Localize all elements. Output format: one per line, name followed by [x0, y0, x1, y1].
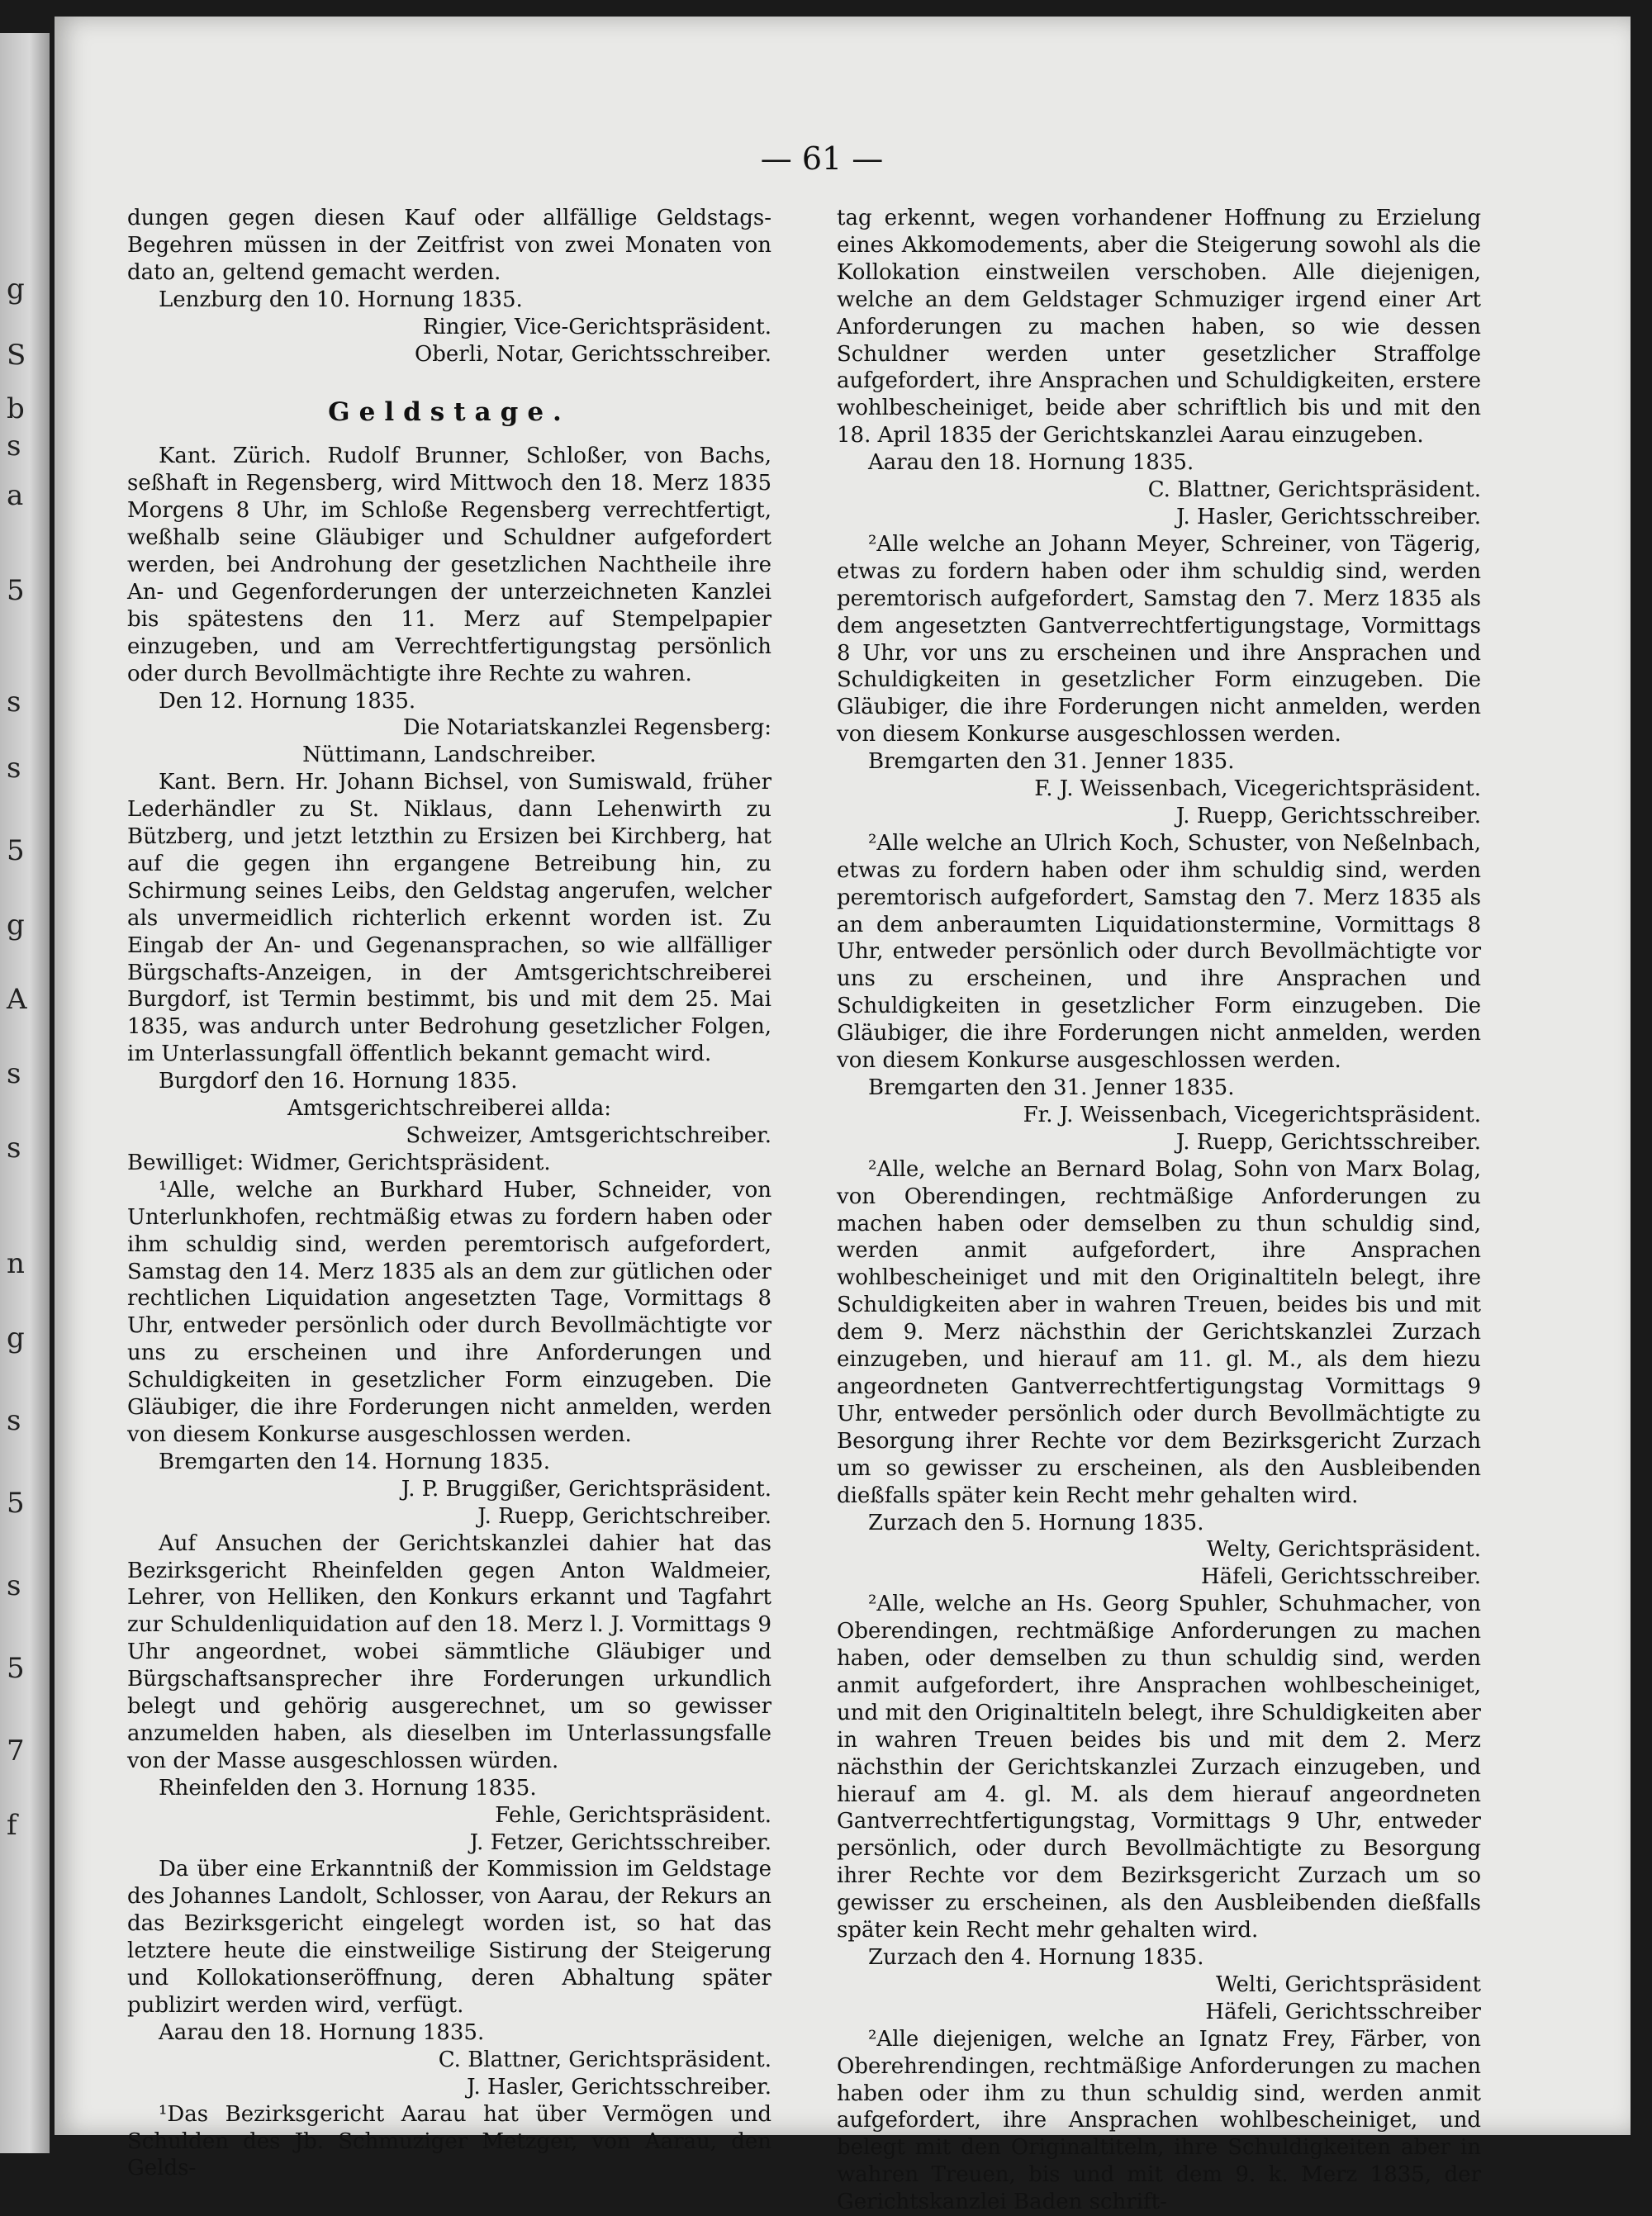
prev-page-fragment: g	[7, 909, 25, 942]
notice-text: ²Alle, welche an Hs. Georg Spuhler, Schuhmacher, von Oberendingen, rechtmäßige Anforderungen zu machen haben, oder demselben zu thun schuldig sind, werden anmit aufgefordert, ihre Ansprachen wohlbescheiniget, und mit den Originaltiteln belegt, ihre Schuldigkeiten aber in wahren Treuen beides bis und mit dem 2. Merz nächsthin der Gerichtskanzlei Zurzach einzugeben, und hierauf am 4. gl. M. als dem hierauf angeordneten Gantverrechtfertigungstag, Vormittags 9 Uhr, entweder persönlich, oder durch Bevollmächtigte zu Besorgung ihrer Rechte vor dem Bezirksgericht Zurzach um so gewisser zu erscheinen, als den Ausbleibenden dießfalls später kein Recht mehr gehalten wird.	[837, 1592, 1481, 1943]
prev-page-fragment: f	[7, 1809, 17, 1842]
notice-signature: Welti, Gerichtspräsident	[1215, 1972, 1481, 1997]
notice-text: ²Alle welche an Ulrich Koch, Schuster, von Neßelnbach, etwas zu fordern haben oder ihm schuldig sind, werden peremtorisch aufgefordert, Samstag den 7. Merz 1835 als an dem anberaumten Liquidationstermine, Vormittags 8 Uhr, entweder persönlich oder durch Bevollmächtigte vor uns zu erscheinen, und ihre Ansprachen und Schuldigkeiten in gesetzlicher Form einzugeben. Die Gläubiger, die ihre Forderungen nicht anmelden, werden von diesem Konkurse ausgeschlossen werden.	[837, 830, 1481, 1074]
notice-signature: J. Ruepp, Gerichtschreiber.	[477, 1503, 771, 1529]
section-heading: Geldstage.	[328, 397, 571, 428]
notice-signature: Häfeli, Gerichtsschreiber.	[1201, 1564, 1481, 1590]
left-column	[127, 205, 771, 2182]
notice-text: Kant. Bern. Hr. Johann Bichsel, von Sumiswald, früher Lederhändler zu St. Niklaus, dann Lehenwirth zu Bützberg, und jetzt letzthin zu Ersizen bei Kirchberg, hat auf die gegen ihn ergangene Betreibung hin, zu Schirmung seines Leibs, den Geldstag angerufen, welcher als unvermeidlich richterlich erkennt worden ist. Zu Eingab der An- und Gegenansprachen, so wie allfälliger Bürgschafts-Anzeigen, in der Amtsgerichtschreiberei Burgdorf, ist Termin bestimmt, bis und mit dem 25. Mai 1835, was andurch unter Bedrohung gesetzlicher Folgen, im Unterlassungfall öffentlich bekannt gemacht wird.	[127, 770, 771, 1067]
notice-text: ¹Alle, welche an Burkhard Huber, Schneider, von Unterlunkhofen, rechtmäßig etwas zu fordern haben oder ihm schuldig sind, werden peremtorisch aufgefordert, Samstag den 14. Merz 1835 als an dem zur gütlichen oder rechtlichen Liquidation angesetzten Tage, Vormittags 8 Uhr, entweder persönlich oder durch Bevollmächtigte vor uns zu erscheinen und ihre Anforderungen und Schuldigkeiten in gesetzlicher Form einzugeben. Die Gläubiger, die ihre Forderungen nicht anmelden, werden von diesem Konkurse ausgeschlossen werden.	[127, 1177, 771, 1447]
notice-signature: J. Hasler, Gerichtsschreiber.	[467, 2074, 771, 2100]
notice-text: Kant. Zürich. Rudolf Brunner, Schloßer, von Bachs, seßhaft in Regensberg, wird Mittwoch den 18. Merz 1835 Morgens 8 Uhr, im Schloße Regensberg verrechtfertigt, weßhalb seine Gläubiger und Schuldner aufgefordert werden, bei Androhung der gesetzlichen Nachtheile ihre An- und Gegenforderungen der unterzeichneten Kanzlei bis spätestens den 11. Merz auf Stempelpapier einzugeben, und am Verrechtfertigungstag persönlich oder durch Bevollmächtigte ihre Rechte zu wahren.	[127, 444, 771, 686]
notice-signature: Häfeli, Gerichtsschreiber	[1205, 1999, 1481, 2024]
notice-signature: J. Ruepp, Gerichtsschreiber.	[1175, 1129, 1481, 1155]
page-number: — 61 —	[760, 140, 884, 177]
notice-signature: F. J. Weissenbach, Vicegerichtspräsident.	[1034, 776, 1481, 802]
notice-signature: J. Hasler, Gerichtsschreiber.	[1176, 504, 1481, 529]
prev-page-fragment: S	[7, 339, 26, 372]
notice-signature: Amtsgerichtschreiberei allda:	[287, 1096, 611, 1122]
notice-signature: Welty, Gerichtspräsident.	[1206, 1537, 1481, 1563]
prev-page-fragment: n	[7, 1247, 25, 1280]
notice-signature: Fr. J. Weissenbach, Vicegerichtspräsident.	[1023, 1102, 1481, 1127]
notice-signature: Nüttimann, Landschreiber.	[302, 743, 596, 768]
notice-signature: C. Blattner, Gerichtspräsident.	[1147, 477, 1481, 503]
notice-text: tag erkennt, wegen vorhandener Hoffnung zu Erzielung eines Akkomodements, aber die Steigerung sowohl als die Kollokation einstweilen verschoben. Alle diejenigen, welche an dem Geldstager Schmuziger irgend einer Art Anforderungen zu machen haben, so wie dessen Schuldner werden unter gesetzlicher Straffolge aufgefordert, ihre Ansprachen und Schuldigkeiten, erstere wohlbescheiniget, beide aber schriftlich bis und mit den 18. April 1835 der Gerichtskanzlei Aarau einzugeben.	[837, 206, 1481, 448]
notice-signature: Die Notariatskanzlei Regensberg:	[402, 715, 771, 741]
notice-signature: C. Blattner, Gerichtspräsident.	[438, 2047, 771, 2072]
prev-page-fragment: s	[7, 686, 21, 719]
notice-signature: Schweizer, Amtsgerichtschreiber.	[406, 1123, 771, 1148]
notice-signature: J. P. Bruggißer, Gerichtspräsident.	[401, 1476, 771, 1502]
notice-signature: Fehle, Gerichtspräsident.	[495, 1802, 771, 1828]
notice-text: ²Alle diejenigen, welche an Ignatz Frey, Färber, von Oberehrendingen, rechtmäßige Anforderungen zu machen haben oder ihm zu thun schuldig sind, werden anmit aufgefordert, ihre Ansprachen wohlbescheiniget, und belegt mit den Originaltiteln, ihre Schuldigkeiten aber in wahren Treuen, bis und mit dem 9. k. Merz 1835, der Gerichtskanzlei Baden schrift-	[837, 2026, 1481, 2215]
notice-signature: Ringier, Vice-Gerichtspräsident.	[422, 314, 771, 339]
prev-page-fragment: 5	[7, 834, 25, 867]
newspaper-page	[55, 17, 1631, 2215]
notice-place-date: Aarau den 18. Hornung 1835.	[159, 2019, 485, 2045]
prev-page-fragment: g	[7, 1322, 25, 1355]
prev-page-fragment: b	[7, 392, 25, 425]
notice-signature: J. Ruepp, Gerichtsschreiber.	[1175, 803, 1481, 828]
notice-text: Da über eine Erkanntniß der Kommission im Geldstage des Johannes Landolt, Schlosser, von Aarau, der Rekurs an das Bezirksgericht eingelegt worden ist, so hat das letztere heute die einstweilige Sistirung der Steigerung und Kollokationseröffnung, deren Abhaltung später publizirt werden wird, verfügt.	[127, 1857, 771, 2018]
prev-page-fragment: a	[7, 479, 24, 512]
notice-text: Auf Ansuchen der Gerichtskanzlei dahier hat das Bezirksgericht Rheinfelden gegen Anton Waldmeier, Lehrer, von Helliken, den Konkurs erkannt und Tagfahrt zur Schuldenliquidation auf den 18. Merz l. J. Vormittags 9 Uhr angeordnet, wobei sämmtliche Gläubiger und Bürgschaftsansprecher ihre Forderungen urkundlich belegt und gehörig ausgerechnet, um so gewisser anzumelden haben, als dieselben im Unterlassungsfalle von der Masse ausgeschlossen würden.	[127, 1530, 771, 1773]
prev-page-fragment: 5	[7, 574, 25, 607]
notice-text: ¹Das Bezirksgericht Aarau hat über Vermögen und Schulden des Jb. Schmuziger Metzger, von Aarau, den Gelds-	[127, 2101, 771, 2181]
prev-page-fragment: s	[7, 1569, 21, 1602]
prev-page-fragment: s	[7, 1132, 21, 1165]
notice-place-date: Zurzach den 5. Hornung 1835.	[868, 1510, 1204, 1535]
notice-signature: J. Fetzer, Gerichtsschreiber.	[469, 1829, 771, 1855]
notice-place-date: Bremgarten den 14. Hornung 1835.	[159, 1449, 550, 1474]
notice-signature: Bewilliget: Widmer, Gerichtspräsident.	[127, 1150, 551, 1175]
notice-text: ²Alle, welche an Bernard Bolag, Sohn von Marx Bolag, von Oberendingen, rechtmäßige Anforderungen zu machen haben oder demselben zu thun schuldig sind, werden anmit aufgefordert, ihre Ansprachen wohlbescheiniget und mit den Originaltiteln belegt, ihre Schuldigkeiten aber in wahren Treuen, beides bis und mit dem 9. Merz nächsthin der Gerichtskanzlei Zurzach einzugeben, und hierauf am 11. gl. M., als dem hiezu angeordneten Gantverrechtfertigungstag Vormittags 9 Uhr, entweder persönlich oder durch Bevollmächtigte zu Besorgung ihrer Rechte vor dem Bezirksgericht Zurzach um so gewisser zu erscheinen, als den Ausbleibenden dießfalls später kein Recht mehr gehalten wird.	[837, 1156, 1481, 1508]
notice-place-date: Rheinfelden den 3. Hornung 1835.	[159, 1775, 537, 1801]
prev-page-fragment: s	[7, 1404, 21, 1437]
notice-place-date: Zurzach den 4. Hornung 1835.	[868, 1945, 1204, 1970]
notice-signature: Oberli, Notar, Gerichtsschreiber.	[414, 341, 771, 367]
prev-page-fragment: s	[7, 752, 21, 785]
prev-page-fragment: s	[7, 429, 21, 463]
prev-page-fragment: A	[7, 983, 27, 1016]
notice-place-date: Aarau den 18. Hornung 1835.	[868, 450, 1194, 476]
notice-place-date: Burgdorf den 16. Hornung 1835.	[159, 1069, 518, 1094]
notice-place-date: Bremgarten den 31. Jenner 1835.	[868, 1075, 1235, 1100]
notice-text: ²Alle welche an Johann Meyer, Schreiner, von Tägerig, etwas zu fordern haben oder ihm schuldig sind, werden peremtorisch aufgefordert, Samstag den 7. Merz 1835 als dem angesetzten Gantverrechtfertigungstage, Vormittags 8 Uhr, vor uns zu erscheinen und ihre Ansprachen und Schuldigkeiten in gesetzlicher Form einzugeben. Die Gläubiger, die ihre Forderungen nicht anmelden, werden von diesem Konkurse ausgeschlossen werden.	[837, 531, 1481, 747]
prev-page-fragment: 5	[7, 1652, 25, 1685]
notice-text: dungen gegen diesen Kauf oder allfällige Geldstags-Begehren müssen in der Zeitfrist von zwei Monaten von dato an, geltend gemacht werden.	[127, 206, 771, 285]
prev-page-fragment: 7	[7, 1734, 25, 1768]
prev-page-fragment: 5	[7, 1487, 25, 1520]
notice-place-date: Lenzburg den 10. Hornung 1835.	[159, 287, 523, 312]
notice-place-date: Bremgarten den 31. Jenner 1835.	[868, 749, 1235, 775]
previous-page-edge	[0, 33, 50, 2153]
notice-place-date: Den 12. Hornung 1835.	[159, 688, 416, 714]
prev-page-fragment: s	[7, 1057, 21, 1090]
prev-page-fragment: g	[7, 273, 25, 306]
right-column	[837, 205, 1481, 2216]
